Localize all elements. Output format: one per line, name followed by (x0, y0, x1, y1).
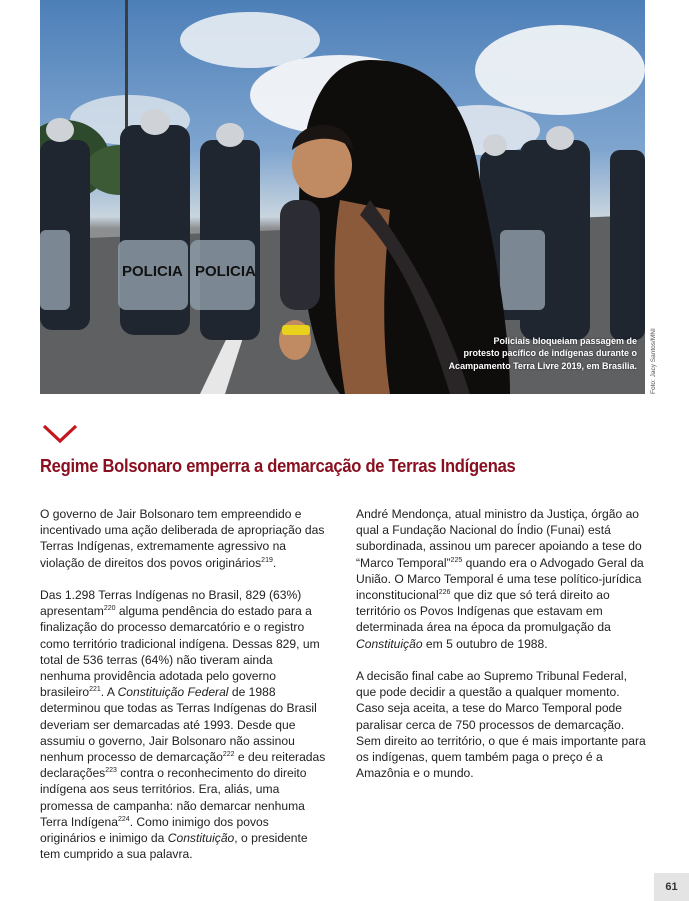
shield-label-2: POLICIA (195, 263, 256, 280)
chevron-down-icon (42, 424, 78, 444)
caption-line-1: Policiais bloqueiam passagem de (493, 335, 637, 346)
footnote-ref: 220 (103, 605, 116, 613)
caption-line-2: protesto pacífico de indígenas durante o (463, 348, 637, 358)
footnote-ref: 226 (438, 588, 451, 596)
cover-photo (40, 0, 645, 394)
footnote-ref: 221 (89, 686, 101, 694)
photo-caption (447, 335, 637, 373)
left-column (40, 506, 326, 879)
page-number: 61 (654, 873, 689, 901)
footnote-ref: 222 (222, 751, 235, 758)
paragraph-stf-decision: A decisão final cabe ao Supremo Tribunal Federal, que pode decidir a questão a qualquer momento. Caso seja aceita, a tese do Marco Temporal pode paralisar cerca de 750 processos de demarcação. Sem direito ao território, o que é mais importante para os indígenas, quem também paga o preço é a Amazônia e o mundo. (356, 669, 646, 781)
right-column (356, 506, 646, 798)
paragraph-intro: O governo de Jair Bolsonaro tem empreendido e incentivado uma ação deliberada de apropriação das Terras Indígenas, extremamente agressivo na violação de direitos dos povos originários$^{219}$. (40, 507, 325, 570)
footnote-ref: 224 (118, 815, 130, 823)
footnote-ref: 225 (450, 556, 463, 564)
caption-line-3: Acampamento Terra Livre 2019, em Brasília. (448, 360, 637, 371)
paragraph-marco-temporal: André Mendonça, atual ministro da Justiça, órgão ao qual a Fundação Nacional do Índio (Funai) está subordinada, assinou um parecer apoiando a tese do “Marco Temporal”$^{225}$ quando era o Advogado Geral da União. O Marco Temporal é uma tese político-jurídica inconstitucional$^{226}$ que diz que só terá direito ao território os Povos Indígenas que estavam em determinada área na época da promulgação da Constituição em 5 outubro de 1988. (356, 507, 644, 651)
shield-label-1: POLICIA (122, 263, 183, 280)
section-heading: Regime Bolsonaro emperra a demarcação de Terras Indígenas (40, 456, 516, 476)
footnote-ref: 223 (105, 767, 117, 775)
footnote-ref: 219 (261, 556, 273, 564)
paragraph-statistics: Das 1.298 Terras Indígenas no Brasil, 829 (63%) apresentam$^{220}$ alguma pendência do estado para a finalização do processo demarcatório e o registro como território tradicional indígena. Dessas 829, um total de 536 terras (64%) não tiveram ainda nenhuma providência adotada pelo governo brasileiro$^{221}$. A Constituição Federal de 1988 determinou que todas as Terras Indígenas do Brasil deveriam ser demarcadas até 1993. Desde que assumiu o governo, Jair Bolsonaro não assinou nenhum processo de demarcação$^{222}$ e deu reiteradas declarações$^{223}$ contra o reconhecimento do direito indígena aos seus territórios. Era, aliás, uma promessa de campanha: não demarcar nenhuma Terra Indígena$^{224}$. Como inimigo dos povos originários e inimigo da Constituição, o presidente tem cumprido a sua palavra. (40, 588, 326, 862)
photo-credit: Foto: Jacy Santos/MNI (650, 328, 657, 394)
